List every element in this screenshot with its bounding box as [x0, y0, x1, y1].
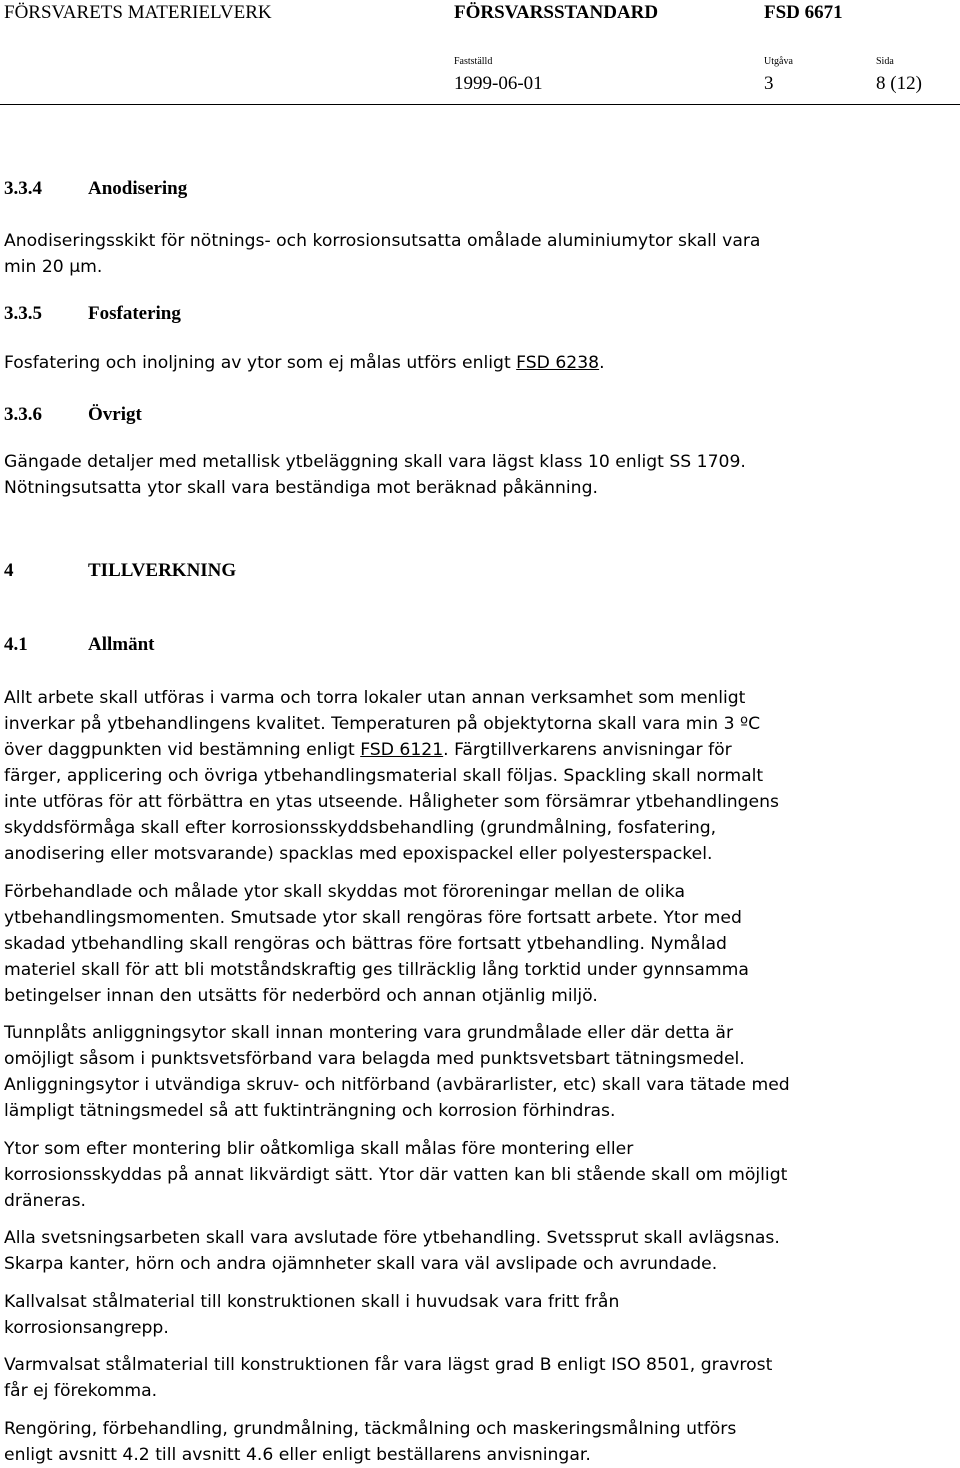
- heading-title: TILLVERKNING: [88, 560, 237, 581]
- text-line: Ytor som efter montering blir oåtkomliga skall målas före montering eller: [4, 1139, 634, 1159]
- fastställd-label: Fastställd: [454, 56, 493, 67]
- text-line: materiel skall för att bli motståndskraftig ges tillräcklig lång torktid under gynnsamma: [4, 960, 749, 980]
- text-line: korrosionsangrepp.: [4, 1318, 169, 1338]
- text-line: Nötningsutsatta ytor skall vara beständiga mot beräknad påkänning.: [4, 478, 598, 498]
- text-line: Gängade detaljer med metallisk ytbeläggning skall vara lägst klass 10 enligt SS 1709.: [4, 452, 746, 472]
- paragraph-anodisering: [4, 228, 954, 280]
- text-line: skyddsförmåga skall efter korrosionsskyddsbehandling (grundmålning, fosfatering,: [4, 818, 717, 838]
- text-line: betingelser innan den utsätts för nederbörd och annan otjänlig miljö.: [4, 986, 598, 1006]
- text-line: skadad ytbehandling skall rengöras och bättras före fortsatt ytbehandling. Nymålad: [4, 934, 727, 954]
- text-line: inte utföras för att förbättra en ytas utseende. Håligheter som försämrar ytbehandlingens: [4, 792, 779, 812]
- sida-value: 8 (12): [876, 73, 922, 94]
- paragraph-allmant-5: [4, 1225, 954, 1277]
- heading-4: [4, 560, 236, 582]
- text-line: Kallvalsat stålmaterial till konstruktionen skall i huvudsak vara fritt från: [4, 1292, 620, 1312]
- text-line: Rengöring, förbehandling, grundmålning, täckmålning och maskeringsmålning utförs: [4, 1419, 737, 1439]
- text-line: Alla svetsningsarbeten skall vara avslutade före ytbehandling. Svetssprut skall avlägsnas.: [4, 1228, 780, 1248]
- utgava-label: Utgåva: [764, 56, 793, 67]
- paragraph-allmant-2: [4, 879, 954, 1009]
- utgava-value: 3: [764, 73, 774, 94]
- paragraph-allmant-4: [4, 1136, 954, 1214]
- doc-id: FSD 6671: [764, 2, 843, 23]
- text-line: färger, applicering och övriga ytbehandlingsmaterial skall följas. Spackling skall normalt: [4, 766, 764, 786]
- text-line: min 20 μm.: [4, 257, 103, 277]
- text-line: korrosionsskyddas på annat likvärdigt sätt. Ytor där vatten kan bli stående skall om möjligt: [4, 1165, 788, 1185]
- heading-number: 4: [4, 560, 14, 581]
- heading-3-3-5: [4, 303, 181, 325]
- text-line: Anodiseringsskikt för nötnings- och korrosionsutsatta omålade aluminiumytor skall vara: [4, 231, 761, 251]
- text-line: lämpligt tätningsmedel så att fuktinträngning och korrosion förhindras.: [4, 1101, 616, 1121]
- paragraph-allmant-3: [4, 1020, 954, 1124]
- fastställd-value: 1999-06-01: [454, 73, 543, 94]
- text-line: ytbehandlingsmomenten. Smutsade ytor skall rengöras före fortsatt arbete. Ytor med: [4, 908, 742, 928]
- text-line: enligt avsnitt 4.2 till avsnitt 4.6 eller enligt beställarens anvisningar.: [4, 1445, 591, 1465]
- heading-number: 3.3.6: [4, 404, 42, 425]
- paragraph-allmant-8: [4, 1416, 954, 1468]
- heading-title: Allmänt: [88, 634, 155, 655]
- org-name: FÖRSVARETS MATERIELVERK: [4, 2, 272, 23]
- fsd-6238-link[interactable]: FSD 6238: [516, 353, 600, 373]
- heading-3-3-4: [4, 178, 187, 200]
- text-line: över daggpunkten vid bestämning enligt FSD 6121. Färgtillverkarens anvisningar för: [4, 740, 732, 760]
- text-line: dräneras.: [4, 1191, 86, 1211]
- text-line: Skarpa kanter, hörn och andra ojämnheter skall vara väl avslipade och avrundade.: [4, 1254, 718, 1274]
- paragraph-fosfatering: [4, 350, 954, 376]
- heading-4-1: [4, 634, 155, 656]
- heading-number: 3.3.4: [4, 178, 42, 199]
- header-rule: [0, 104, 960, 105]
- fsd-6121-link[interactable]: FSD 6121: [360, 740, 444, 760]
- paragraph-allmant-1: [4, 685, 954, 867]
- heading-title: Övrigt: [88, 404, 142, 425]
- heading-title: Fosfatering: [88, 303, 181, 324]
- text-line: omöjligt såsom i punktsvetsförband vara belagda med punktsvetsbart tätningsmedel.: [4, 1049, 745, 1069]
- heading-number: 3.3.5: [4, 303, 42, 324]
- text-line: anodisering eller motsvarande) spacklas med epoxispackel eller polyesterspackel.: [4, 844, 713, 864]
- text-line: Anliggningsytor i utvändiga skruv- och nitförband (avbärarlister, etc) skall vara tätade med: [4, 1075, 790, 1095]
- sida-label: Sida: [876, 56, 894, 67]
- heading-number: 4.1: [4, 634, 28, 655]
- text-line: får ej förekomma.: [4, 1381, 158, 1401]
- text-line: Fosfatering och inoljning av ytor som ej målas utförs enligt FSD 6238.: [4, 353, 605, 373]
- text-line: inverkar på ytbehandlingens kvalitet. Temperaturen på objektytorna skall vara min 3 ºC: [4, 714, 761, 734]
- heading-3-3-6: [4, 404, 142, 426]
- text-line: Förbehandlade och målade ytor skall skyddas mot föroreningar mellan de olika: [4, 882, 686, 902]
- text-line: Varmvalsat stålmaterial till konstruktionen får vara lägst grad B enligt ISO 8501, gravrost: [4, 1355, 773, 1375]
- paragraph-ovrigt: [4, 449, 954, 501]
- text-line: Allt arbete skall utföras i varma och torra lokaler utan annan verksamhet som menligt: [4, 688, 746, 708]
- standard-title: FÖRSVARSSTANDARD: [454, 2, 659, 23]
- paragraph-allmant-6: [4, 1289, 954, 1341]
- text-line: Tunnplåts anliggningsytor skall innan montering vara grundmålade eller där detta är: [4, 1023, 734, 1043]
- paragraph-allmant-7: [4, 1352, 954, 1404]
- heading-title: Anodisering: [88, 178, 188, 199]
